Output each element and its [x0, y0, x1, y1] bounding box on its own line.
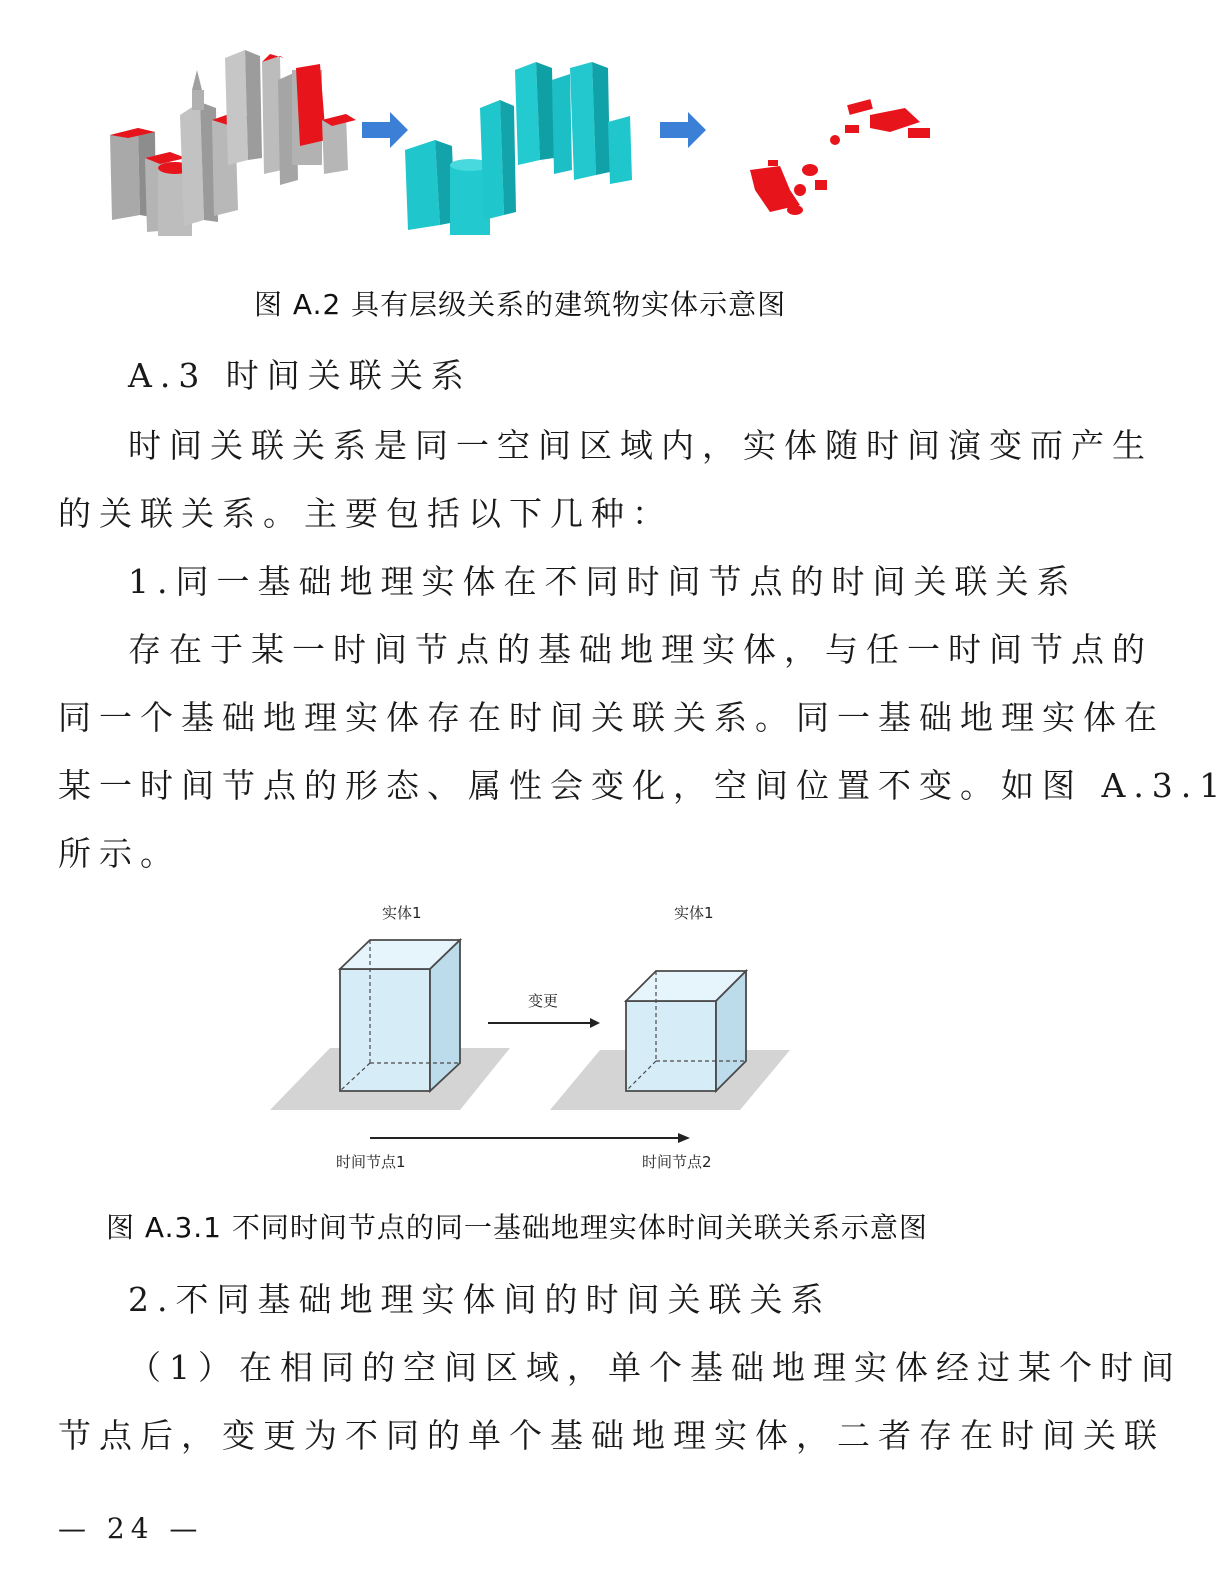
arrow-right-icon: [362, 112, 408, 148]
figure-a31-diagram: [260, 895, 800, 1185]
label-entity-left: 实体1: [382, 904, 422, 922]
label-change: 变更: [528, 992, 559, 1010]
cube-right: [626, 971, 746, 1091]
label-time-node-2: 时间节点2: [642, 1153, 712, 1171]
item-2-paragraph-line-1: （1）在相同的空间区域，单个基础地理实体经过某个时间: [128, 1348, 1182, 1387]
paragraph-1-line-1: 时间关联关系是同一空间区域内，实体随时间演变而产生: [128, 426, 1153, 465]
label-entity-right: 实体1: [674, 904, 714, 922]
figure-a31-caption: 图 A.3.1 不同时间节点的同一基础地理实体时间关联关系示意图: [106, 1211, 928, 1244]
item-2-title: 2.不同基础地理实体间的时间关联关系: [128, 1280, 832, 1319]
change-arrow-head-icon: [590, 1018, 600, 1028]
cube-left: [340, 940, 460, 1091]
paragraph-2-line-4: 所示。: [58, 834, 181, 873]
red-footprints-group: [750, 99, 930, 215]
page-number: — 24 —: [58, 1512, 204, 1545]
label-time-node-1: 时间节点1: [336, 1153, 406, 1171]
gray-buildings-group: [110, 50, 356, 236]
section-heading: A.3 时间关联关系: [128, 356, 472, 395]
figure-a2-caption: 图 A.2 具有层级关系的建筑物实体示意图: [254, 288, 787, 321]
paragraph-2-line-3: 某一时间节点的形态、属性会变化，空间位置不变。如图 A.3.1: [58, 766, 1228, 805]
paragraph-1-line-2: 的关联关系。主要包括以下几种：: [58, 494, 673, 533]
timeline-arrow-head-icon: [678, 1133, 690, 1143]
paragraph-2-line-2: 同一个基础地理实体存在时间关联关系。同一基础地理实体在: [58, 698, 1165, 737]
item-2-paragraph-line-2: 节点后，变更为不同的单个基础地理实体，二者存在时间关联: [58, 1416, 1165, 1455]
figure-a2-illustration: [100, 40, 980, 250]
item-1-title: 1.同一基础地理实体在不同时间节点的时间关联关系: [128, 562, 1078, 601]
paragraph-2-line-1: 存在于某一时间节点的基础地理实体，与任一时间节点的: [128, 630, 1153, 669]
cyan-buildings-group: [405, 62, 632, 235]
arrow-right-icon-2: [660, 112, 706, 148]
